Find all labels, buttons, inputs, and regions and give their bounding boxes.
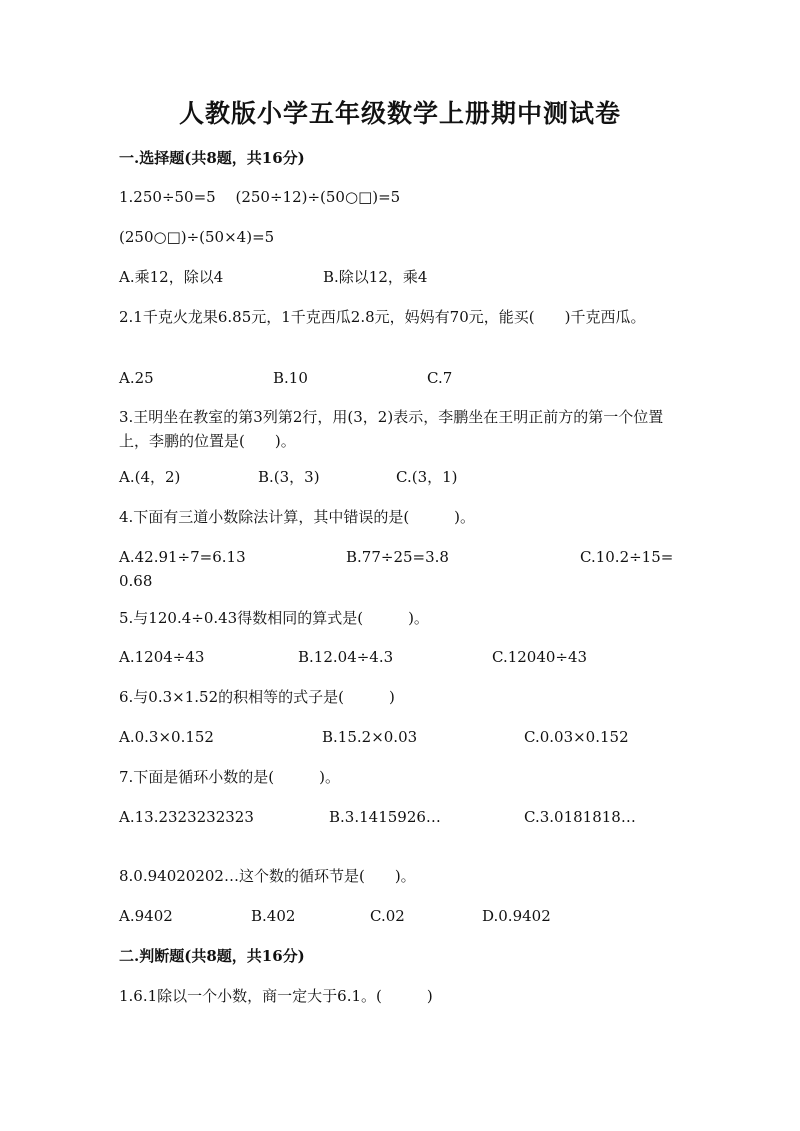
q4-option-c: C.10.2÷15= — [580, 548, 674, 566]
q5-option-a: A.1204÷43 — [119, 648, 205, 666]
q7-option-b: B.3.1415926… — [329, 808, 441, 826]
q7-option-c: C.3.0181818… — [524, 808, 636, 826]
q3-option-c: C.(3，1) — [396, 468, 458, 486]
question-1-line-2: (250○□)÷(50×4)=5 — [119, 228, 275, 246]
question-4: 4.下面有三道小数除法计算，其中错误的是( )。 — [119, 508, 476, 526]
q8-option-d: D.0.9402 — [482, 907, 551, 925]
q2-option-c: C.7 — [427, 369, 453, 387]
q8-option-b: B.402 — [251, 907, 296, 925]
q3-option-b: B.(3，3) — [258, 468, 320, 486]
question-8: 8.0.94020202…这个数的循环节是( )。 — [119, 867, 416, 885]
q6-option-a: A.0.3×0.152 — [119, 728, 214, 746]
q3-option-a: A.(4，2) — [119, 468, 181, 486]
page-title: 人教版小学五年级数学上册期中测试卷 — [178, 99, 621, 128]
question-5: 5.与120.4÷0.43得数相同的算式是( )。 — [119, 609, 429, 627]
question-6: 6.与0.3×1.52的积相等的式子是( ) — [119, 688, 395, 706]
q2-option-a: A.25 — [119, 369, 154, 387]
q6-option-c: C.0.03×0.152 — [524, 728, 629, 746]
q4-option-c-continued: 0.68 — [119, 572, 153, 590]
q7-option-a: A.13.2323232323 — [119, 808, 254, 826]
question-7: 7.下面是循环小数的是( )。 — [119, 768, 341, 786]
section-heading-judgment: 二.判断题(共8题，共16分) — [119, 947, 305, 965]
judgment-question-1: 1.6.1除以一个小数，商一定大于6.1。( ) — [119, 987, 433, 1005]
q2-option-b: B.10 — [273, 369, 308, 387]
q8-option-c: C.02 — [370, 907, 405, 925]
q5-option-b: B.12.04÷4.3 — [298, 648, 394, 666]
q8-option-a: A.9402 — [119, 907, 173, 925]
q4-option-b: B.77÷25=3.8 — [346, 548, 449, 566]
question-3: 3.王明坐在教室的第3列第2行，用(3，2)表示，李鹏坐在王明正前方的第一个位置上，李鹏的位置是( )。 — [119, 408, 664, 450]
q6-option-b: B.15.2×0.03 — [322, 728, 418, 746]
q1-option-b: B.除以12，乘4 — [323, 268, 428, 286]
q5-option-c: C.12040÷43 — [492, 648, 588, 666]
question-1-line-1: 1.250÷50=5 (250÷12)÷(50○□)=5 — [119, 188, 401, 206]
q1-option-a: A.乘12，除以4 — [119, 268, 224, 286]
question-2: 2.1千克火龙果6.85元，1千克西瓜2.8元，妈妈有70元，能买( )千克西瓜。 — [119, 308, 646, 326]
q4-option-a: A.42.91÷7=6.13 — [119, 548, 246, 566]
section-heading-choice: 一.选择题(共8题，共16分) — [119, 149, 305, 167]
